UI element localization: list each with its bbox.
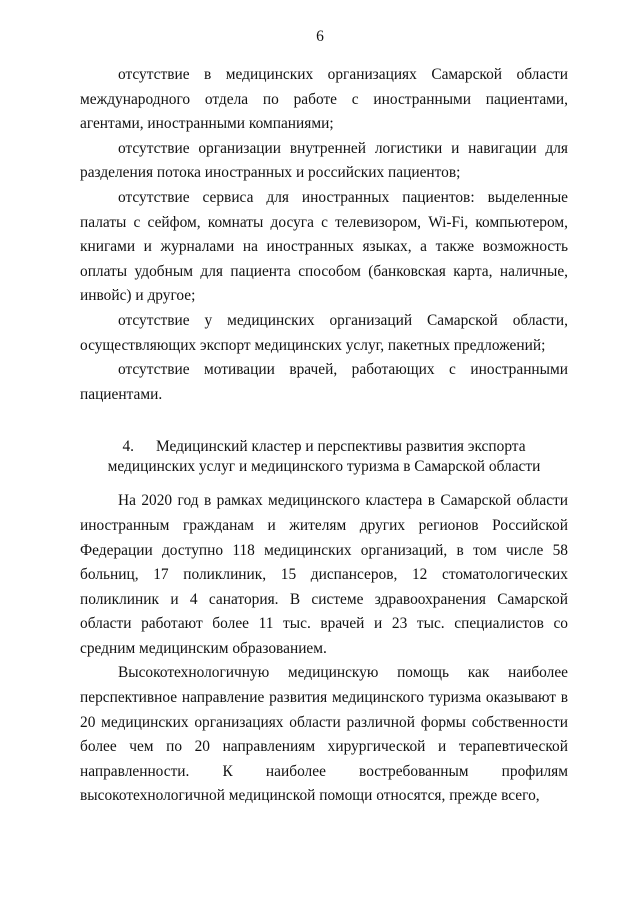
list-item-doctor-motivation: отсутствие мотивации врачей, работающих с иностранными пациентами. — [80, 361, 568, 403]
section-number: 4. — [122, 438, 134, 456]
document-body — [80, 63, 568, 809]
page-number: 6 — [316, 28, 324, 45]
section-title-line-2: медицинских услуг и медицинского туризма в Самарской области — [107, 458, 541, 476]
list-item-international-department: отсутствие в медицинских организациях Самарской области международного отдела по работе с иностранными пациентами, агентами, иностранными компаниями; — [80, 66, 568, 133]
paragraph-cluster-overview: На 2020 год в рамках медицинского кластера в Самарской области иностранным гражданам и жителям других регионов Российской Федерации доступно 118 медицинских организаций, в том числе 58 больниц, 17 поликлиник, 15 диспансеров, 12 стоматологических поликлиник и 4 санатория. В системе здравоохранения Самарской области работают более 11 тыс. врачей и 23 тыс. специалистов со средним медицинским образованием. — [80, 492, 568, 657]
section-title-line-1: Медицинский кластер и перспективы развития экспорта — [155, 438, 526, 456]
list-item-internal-logistics: отсутствие организации внутренней логистики и навигации для разделения потока иностранных и российских пациентов; — [80, 139, 568, 182]
list-item-patient-service: отсутствие сервиса для иностранных пациентов: выделенные палаты с сейфом, комнаты досуга с телевизором, Wi-Fi, компьютером, книгами и журналами на иностранных языках, а также возможность оплаты удобным для пациента способом (банковская карта, наличные, инвойс) и другое; — [80, 188, 568, 305]
list-item-package-offers: отсутствие у медицинских организаций Самарской области, осуществляющих экспорт медицинских услуг, пакетных предложений; — [80, 311, 568, 354]
paragraph-high-tech-care: Высокотехнологичную медицинскую помощь как наиболее перспективное направление развития медицинского туризма оказывают в 20 медицинских организациях области различной формы собственности более чем по 20 направлениям хирургической и терапевтической направленности. К наиболее востребованным профилям высокотехнологичной медицинской помощи относятся, прежде всего, — [80, 664, 568, 805]
section-heading — [80, 437, 568, 477]
